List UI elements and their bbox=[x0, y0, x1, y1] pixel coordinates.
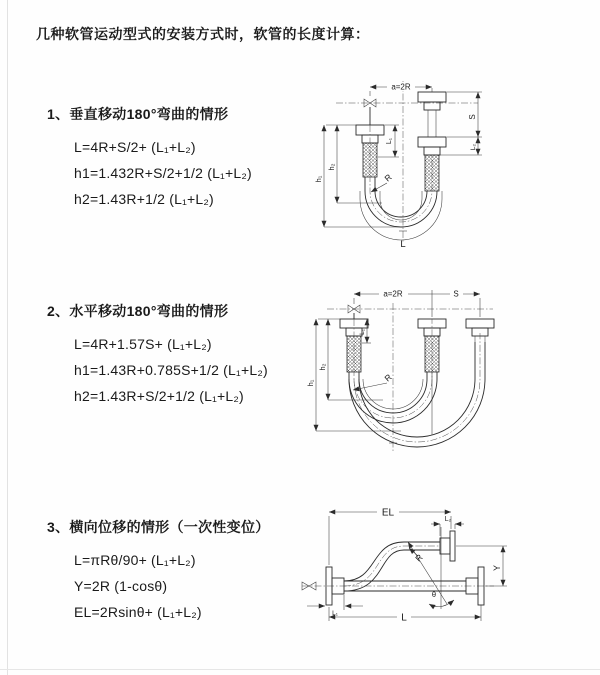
dim-label-h2: h₂ bbox=[327, 163, 336, 171]
hose-u-bend-displaced bbox=[349, 333, 485, 447]
dim-label-s: S bbox=[453, 289, 459, 299]
formula-line: Y=2R (1-cosθ) bbox=[74, 578, 168, 594]
section-3-formulas bbox=[74, 547, 270, 625]
dim-label-l2: L₂ bbox=[444, 516, 452, 523]
section-2-heading: 2、水平移动180°弯曲的情形 bbox=[47, 303, 229, 319]
scan-edge-bottom bbox=[0, 669, 600, 670]
dim-label-h2: h₂ bbox=[318, 363, 327, 371]
diagram-lateral-displacement bbox=[298, 499, 598, 647]
dim-label-span: a=2R bbox=[391, 82, 411, 92]
formula-line: L=4R+S/2+ (L₁+L₂) bbox=[74, 139, 196, 155]
dim-label-span: a=2R bbox=[383, 289, 403, 299]
dim-label-l: L bbox=[400, 239, 406, 250]
section-1 bbox=[47, 104, 252, 212]
dim-label-l1: L₁ bbox=[359, 329, 366, 335]
valve-icon bbox=[348, 305, 360, 319]
right-flange-displaced bbox=[418, 92, 446, 137]
dim-label-theta: θ bbox=[431, 590, 437, 599]
dim-label-h1: h₁ bbox=[314, 175, 323, 183]
hose-displaced-s-curve bbox=[344, 542, 440, 591]
dim-label-h1: h₁ bbox=[306, 379, 315, 387]
dim-label-l: L bbox=[401, 612, 407, 624]
scan-edge-left bbox=[7, 0, 8, 675]
section-1-heading: 1、垂直移动180°弯曲的情形 bbox=[47, 106, 229, 122]
dim-label-y: Y bbox=[492, 564, 502, 572]
dimension-lines bbox=[314, 82, 482, 250]
formula-line: EL=2Rsinθ+ (L₁+L₂) bbox=[74, 604, 202, 620]
formula-line: L=4R+1.57S+ (L₁+L₂) bbox=[74, 336, 212, 352]
right-flange-displaced bbox=[440, 531, 455, 561]
dim-label-l1: L₁ bbox=[386, 137, 393, 145]
dim-label-s: S bbox=[468, 114, 477, 120]
dim-label-l1: L₁ bbox=[332, 610, 338, 617]
diagram-horizontal-180 bbox=[303, 283, 598, 458]
formula-line: h2=1.43R+1/2 (L₁+L₂) bbox=[74, 191, 214, 207]
centerlines bbox=[302, 527, 494, 609]
dim-label-r: R bbox=[382, 371, 394, 384]
section-2 bbox=[47, 301, 268, 409]
dim-label-r: R bbox=[413, 552, 425, 564]
page-title: 几种软管运动型式的安装方式时，软管的长度计算： bbox=[36, 26, 370, 42]
section-3 bbox=[47, 517, 270, 625]
centerlines bbox=[336, 81, 478, 243]
diagram-vertical-180 bbox=[310, 73, 540, 253]
section-2-formulas bbox=[74, 331, 268, 409]
formula-line: h1=1.432R+S/2+1/2 (L₁+L₂) bbox=[74, 165, 252, 181]
centerlines bbox=[327, 303, 493, 451]
dim-label-el: EL bbox=[381, 507, 395, 519]
section-3-heading: 3、横向位移的情形（一次性变位） bbox=[47, 519, 270, 535]
formula-line: L=πRθ/90+ (L₁+L₂) bbox=[74, 552, 196, 568]
section-1-formulas bbox=[74, 134, 252, 212]
formula-line: h2=1.43R+S/2+1/2 (L₁+L₂) bbox=[74, 388, 244, 404]
dim-label-l2: L₂ bbox=[470, 143, 477, 151]
dim-label-r: R bbox=[382, 171, 394, 184]
dimension-lines bbox=[307, 506, 507, 624]
formula-line: h1=1.43R+0.785S+1/2 (L₁+L₂) bbox=[74, 362, 268, 378]
